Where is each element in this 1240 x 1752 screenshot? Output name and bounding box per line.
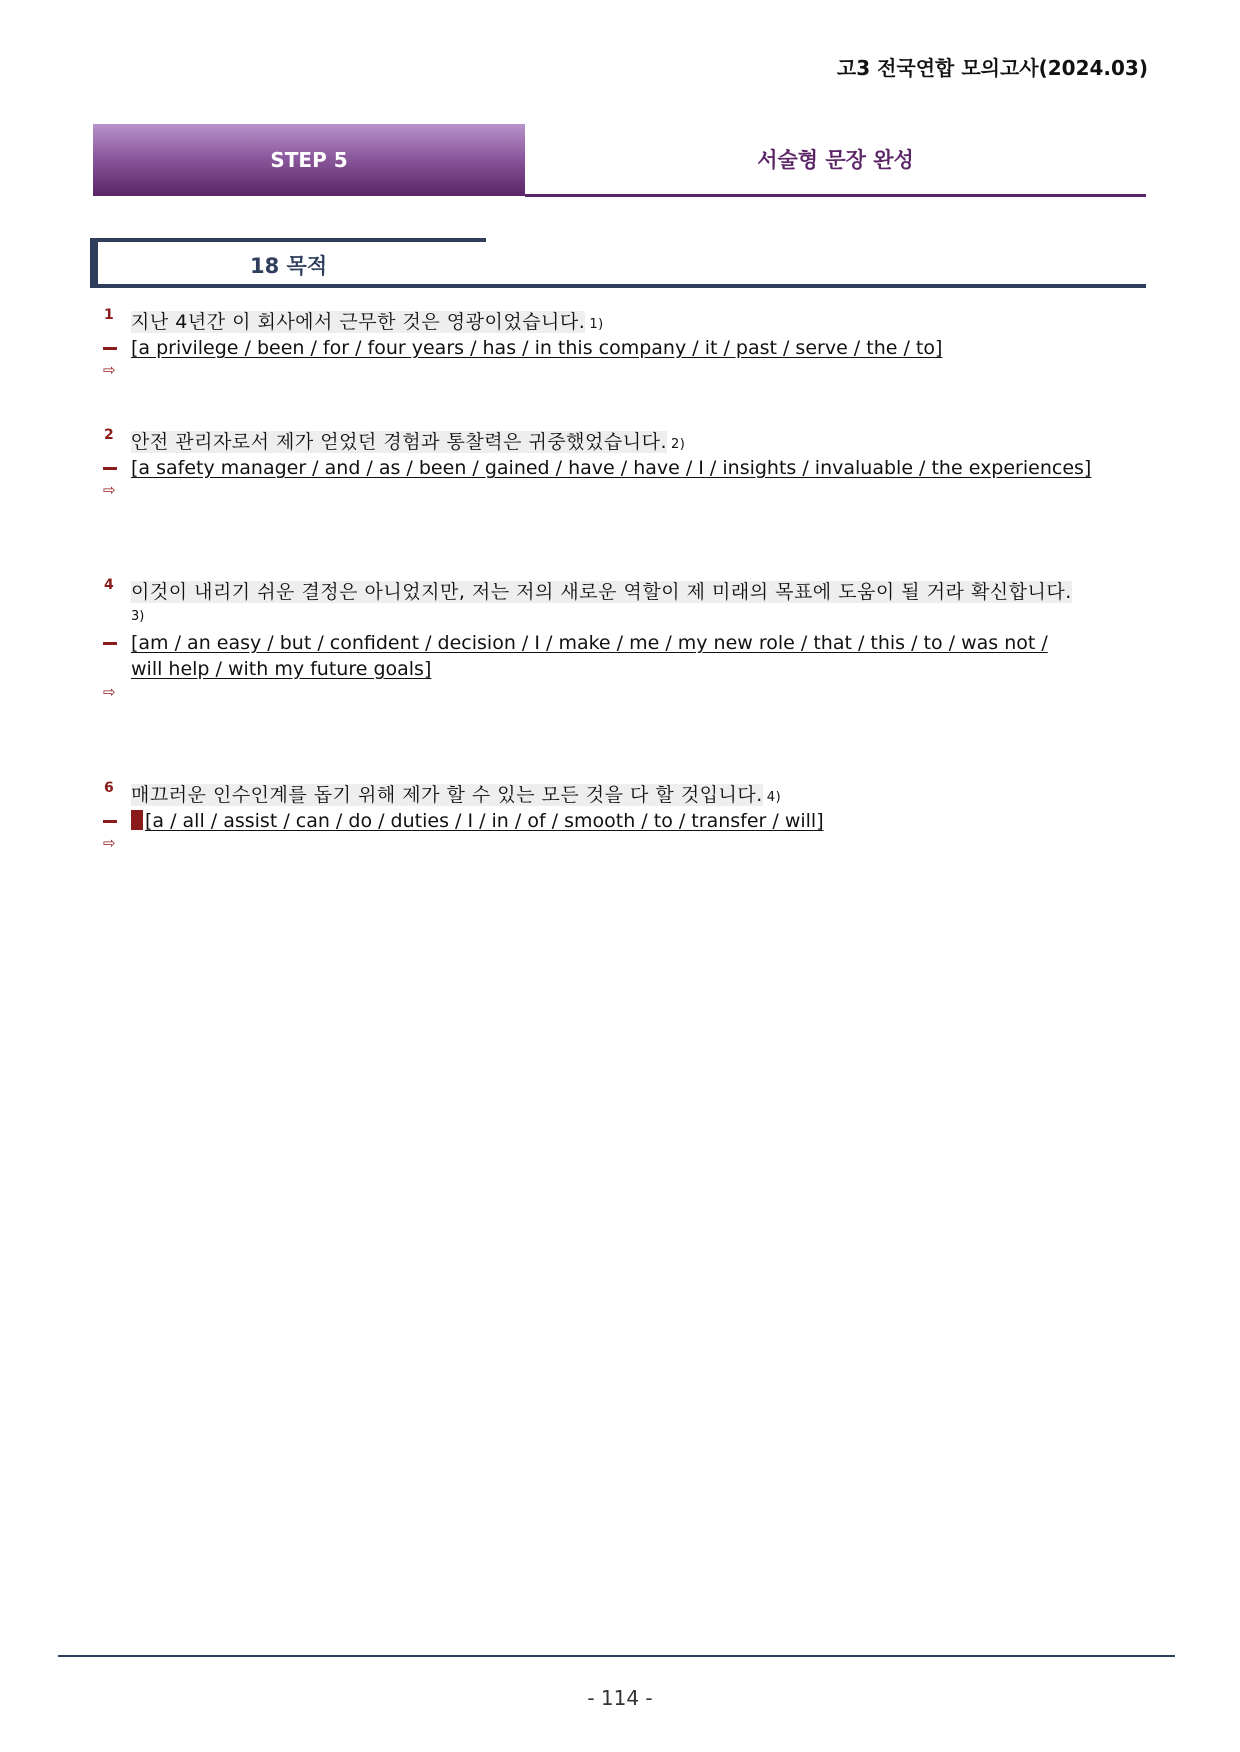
answer-arrow-icon: ⇨ bbox=[103, 683, 116, 701]
word-bank bbox=[131, 630, 1141, 682]
dash-marker bbox=[103, 467, 117, 470]
step-title: 서술형 문장 완성 bbox=[525, 124, 1146, 197]
text-cursor[interactable] bbox=[131, 810, 143, 830]
word-bank bbox=[131, 808, 1141, 834]
dash-marker bbox=[103, 347, 117, 350]
korean-text: 안전 관리자로서 제가 얻었던 경험과 통찰력은 귀중했었습니다. bbox=[131, 431, 667, 453]
answer-arrow-icon: ⇨ bbox=[103, 834, 116, 852]
footnote-marker: 2) bbox=[670, 437, 686, 452]
question-number: 2 bbox=[104, 427, 114, 443]
section-left-bar bbox=[90, 238, 98, 288]
question-number: 1 bbox=[104, 307, 114, 323]
section-title: 18 목적 bbox=[250, 254, 328, 278]
question-number: 6 bbox=[104, 780, 114, 796]
korean-text: 이것이 내리기 쉬운 결정은 아니었지만, 저는 저의 새로운 역할이 제 미래의 목표에 도움이 될 거라 확신합니다. bbox=[131, 581, 1072, 603]
korean-sentence bbox=[131, 577, 1131, 607]
answer-arrow-icon: ⇨ bbox=[103, 361, 116, 379]
page-number: - 114 - bbox=[587, 1686, 653, 1710]
question-number: 4 bbox=[104, 577, 114, 593]
section-header bbox=[90, 238, 1146, 288]
word-bank-line: [a safety manager / and / as / been / gained / have / have / I / insights / invaluable / the experiences] bbox=[131, 457, 1092, 479]
footer-rule bbox=[58, 1655, 1175, 1657]
footnote-marker: 4) bbox=[766, 790, 782, 805]
section-bottom-rule bbox=[90, 284, 1146, 288]
section-top-rule bbox=[90, 238, 486, 242]
step-label: STEP 5 bbox=[93, 124, 525, 196]
word-bank-line: will help / with my future goals] bbox=[131, 658, 432, 680]
korean-text: 매끄러운 인수인계를 돕기 위해 제가 할 수 있는 모든 것을 다 할 것입니다. bbox=[131, 784, 763, 806]
word-bank bbox=[131, 335, 1141, 361]
word-bank-line: [am / an easy / but / confident / decision / I / make / me / my new role / that / this / to / was not / bbox=[131, 632, 1048, 654]
word-bank-line: [a privilege / been / for / four years / has / in this company / it / past / serve / the / to] bbox=[131, 337, 943, 359]
step-banner bbox=[93, 124, 1146, 196]
dash-marker bbox=[103, 642, 117, 645]
footnote-marker: 1) bbox=[589, 317, 604, 332]
dash-marker bbox=[103, 820, 117, 823]
exam-header: 고3 전국연합 모의고사(2024.03) bbox=[836, 56, 1148, 80]
answer-arrow-icon: ⇨ bbox=[103, 481, 116, 499]
footnote-marker: 3) bbox=[131, 609, 145, 624]
word-bank bbox=[131, 455, 1141, 481]
word-bank-line: [a / all / assist / can / do / duties / I / in / of / smooth / to / transfer / will] bbox=[145, 810, 824, 832]
korean-text: 지난 4년간 이 회사에서 근무한 것은 영광이었습니다. bbox=[131, 311, 586, 333]
